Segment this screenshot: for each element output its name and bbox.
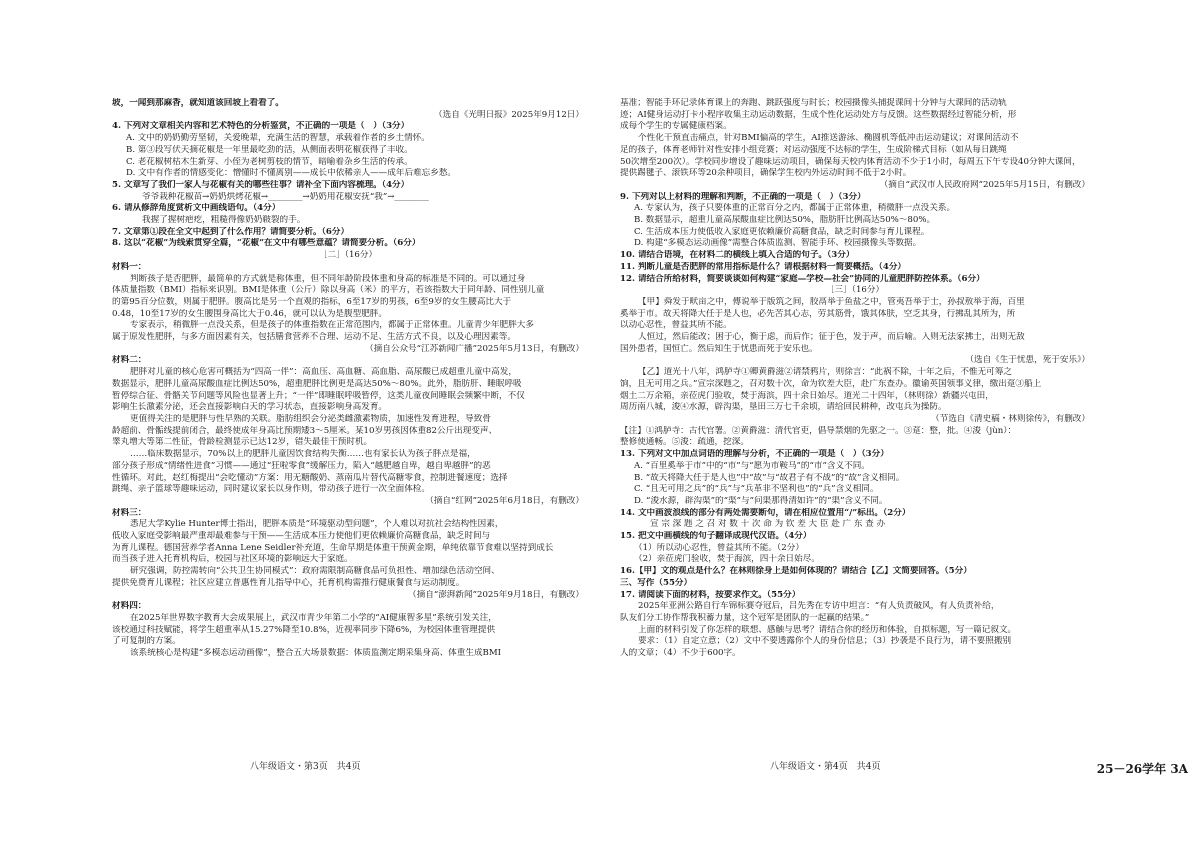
text-line: B. 数据显示，超重儿童高尿酸血症比例达50%，脂肪肝比例高达50%～80%。 xyxy=(634,215,936,226)
text-line: 材料四： xyxy=(112,601,147,612)
text-line: 材料三： xyxy=(112,507,147,518)
text-line: 11. 判断儿童是否肥胖的常用指标是什么？请根据材料一简要概括。（4分） xyxy=(620,261,907,272)
text-line: （节选自《清史稿・林则徐传》，有删改） xyxy=(931,413,1090,424)
text-line: 而当孩子进入托育机构后，校园与社区环境的影响远大于家庭。 xyxy=(112,554,353,565)
text-line: 6. 请从修辞角度赏析文中画线语句。（4分） xyxy=(112,203,281,214)
left-page-text xyxy=(112,98,584,660)
text-line: 更值得关注的是肥胖与性早熟的关联。脂肪组织会分泌类雌激素物质，加速性发育进程，导致骨 xyxy=(130,413,491,424)
text-line: 个性化干预直击痛点，针对BMI偏高的学生，AI推送游泳、椭圆机等低冲击运动建议；对课间活动不 xyxy=(638,133,1019,144)
right-page-footer: 八年级语文・第4页 共4页 xyxy=(770,762,881,772)
text-line: 12. 请结合所给材料，简要谈谈如何构建“家庭—学校—社会”协同的儿童肥胖防控体系。（6分） xyxy=(620,273,985,284)
text-line: 在2025年世界数字教育大会成果展上，武汉市青少年第二小学的“AI健康智多星”系统引发关注， xyxy=(130,612,497,623)
text-line: 肥胖对儿童的核心危害可概括为“四高一伴”：高血压、高血糖、高血脂、高尿酸已成超重儿童中高发， xyxy=(130,367,517,378)
text-line: 奚举于市。故天将降大任于是人也，必先苦其心志，劳其筋骨，饿其体肤，空乏其身，行拂乱其所为，所 xyxy=(620,308,1016,319)
text-line: 【注】①鸿胪寺：古代官署。②黄爵滋：清代官吏，倡导禁烟的先驱之一。③趸：整，批。④浚（jùn）： xyxy=(620,425,1017,436)
text-line: 龄超前、骨骺线提前闭合，最终使成年身高比预期矮3～5厘米。某10岁男孩因体重82公斤出现变声、 xyxy=(112,425,498,436)
text-line: ［三］（16分） xyxy=(825,285,885,296)
text-line: 队友们分工协作帮我积蓄力量，这个冠军是团队的一起赢的结果。” xyxy=(620,612,870,623)
text-line: A. 文中的奶奶勤劳坚韧，关爱晚辈，充满生活的智慧，承载着作者的乡土情怀。 xyxy=(126,133,430,144)
text-line: 三、写作（55分） xyxy=(620,577,693,588)
text-line: 宣 宗 深 韪 之 召 对 数 十 次 命 为 钦 差 大 臣 赴 广 东 查 办 xyxy=(650,519,886,530)
text-line: C. 老花椒树枯木生新芽、小侄为老树剪枝的情节，暗喻着杂乡生活的传承。 xyxy=(126,156,413,167)
text-line: 性循环。对此，赵红梅提出“会吃懂动”方案：用无糖酸奶、蒸南瓜片替代高糖零食，控制进餐速度；选择 xyxy=(112,472,508,483)
right-page xyxy=(600,0,1200,849)
text-line: （1）所以动心忍性，曾益其所不能。（2分） xyxy=(634,542,804,553)
text-line: 判断孩子是否肥胖，最简单的方式就是称体重，但不同年龄阶段体重和身高的标准是不同的。可以通过身 xyxy=(130,273,526,284)
text-line: 爷爷栽种花椒苗→奶奶烘烤花椒→________→奶奶用花椒安抚“我”→________ xyxy=(142,191,429,202)
text-line: 8. 这以“花椒”为线索贯穿全篇，“花椒”在文中有哪些意蕴？请简要分析。（6分） xyxy=(112,238,421,249)
text-line: 13. 下列对文中加点词语的理解与分析，不正确的一项是（ ）（3分） xyxy=(620,449,889,460)
text-line: 研究强调，防控需转向“公共卫生协同模式”：政府需限制高糖食品可负担性、增加绿色活动空间、 xyxy=(130,566,500,577)
text-line: （2）亲莅虎门验收，焚于海滨，四十余日始尽。 xyxy=(634,554,820,565)
text-line: 0.48，10至17岁的女生腰围身高比大于0.46，就可以认为是腹型肥胖。 xyxy=(112,308,387,319)
text-line: 国外患者，国恒亡。然后知生于忧患而死于安乐也。 xyxy=(620,343,818,354)
left-page-footer: 八年级语文・第3页 共4页 xyxy=(250,762,361,772)
text-line: （选自《光明日报》2025年9月12日） xyxy=(434,109,584,120)
text-line: 暂停综合征、骨骼关节问题等风险也显著上升；“一伴”即睡眠呼吸暂停，这类儿童夜间睡眠会频繁中断，不仅 xyxy=(112,390,525,401)
text-line: 的第95百分位数，则属于肥胖。腹高比是另一个直观的指标，6至17岁的男孩，6至9岁的女生腰高比大于 xyxy=(112,296,512,307)
text-line: （摘自公众号“江苏新闻广播”2025年5月13日，有删改） xyxy=(365,343,584,354)
text-line: 【甲】舜发于畎亩之中，傅说举于版筑之间，胶鬲举于鱼盐之中，管夷吾举于士，孙叔敖举于海，百里 xyxy=(638,296,1025,307)
text-line: 迹；AI健身运动打卡小程序收集主动运动数据，生成个性化运动处方与反馈。这些数据经过智能分析，形 xyxy=(620,109,1017,120)
text-line: 体质量指数（BMI）指标来识别。BMI是体重（公斤）除以身高（米）的平方，若该指数大于同年龄、同性别儿童 xyxy=(112,285,545,296)
text-line: 睾丸增大等第二性征，骨龄检测显示已达12岁，错失最佳干预时机。 xyxy=(112,437,373,448)
text-line: 低收入家庭受影响最严重却最难参与干预——生活成本压力使他们更依赖廉价高糖食品，缺乏时间与 xyxy=(112,531,491,542)
text-line: 基准；智能手环记录体育课上的奔跑、跳跃强度与时长；校园摄像头捕捉课间十分钟与大课间的活动轨 xyxy=(620,98,1007,108)
grade-term-tag: 25－26学年 3A xyxy=(1096,762,1188,776)
text-line: 人的文章；（4）不少于600字。 xyxy=(620,648,741,659)
text-line: 部分孩子形成“情绪性进食”习惯——通过“狂啦零食”缓解压力，陷入“越肥越自卑，越自卑越胖”的恶 xyxy=(112,460,491,471)
text-line: 【乙】道光十八年，鸿胪寺①卿黄爵滋②请禁鸦片，则徐言：“此祸不除，十年之后，不惟无可筹之 xyxy=(638,367,1012,378)
text-line: 材料二： xyxy=(112,355,147,366)
text-line: （摘自“武汉市人民政府网”2025年5月15日，有删改） xyxy=(879,179,1090,190)
text-line: 5. 文章写了我们一家人与花椒有关的哪些往事？请补全下面内容梳理。（4分） xyxy=(112,179,410,190)
text-line: 提供踢毽子、滚铁环等20余种项目，确保学生校内外运动时间不低于2小时。 xyxy=(620,168,912,179)
text-line: 提供免费育儿课程；社区应建立普惠性育儿指导中心，托育机构需推行健康餐食与运动制度。 xyxy=(112,577,465,588)
text-line: 7. 文章第①段在全文中起到了什么作用？请简要分析。（6分） xyxy=(112,226,350,237)
text-line: 数据显示，肥胖儿童高尿酸血症比例达50%，超重肥胖比例更是高达50%～80%。此外，脂肪肝、睡眠呼吸 xyxy=(112,378,522,389)
text-line: C. “且无可用之兵”的“兵”与“兵革非不坚利也”的“兵”含义相同。 xyxy=(634,484,879,495)
text-line: 周历南八城，浚④水源，辟沟渠，垦田三万七千余顷，请给回民耕种，改屯兵为操防。 xyxy=(620,402,947,413)
text-line: 2025年亚洲公路自行车锦标赛夺冠后，吕先秀在专访中坦言：“有人负责破风，有人负责补给， xyxy=(638,601,1000,612)
text-line: 14. 文中画波浪线的部分有两处需要断句，请在相应位置用“/”标出。（2分） xyxy=(620,507,911,518)
text-line: B. 第③段写伏天摘花椒是一年里最吃劲的活，从侧面表明花椒获得了丰收。 xyxy=(126,144,413,155)
text-line: 跳绳、亲子篮球等趣味运动，同时建议家长以身作则，带动孩子进行一次全面体检。 xyxy=(112,484,430,495)
text-line: 4. 下列对文章相关内容和艺术特色的分析鉴赏，不正确的一项是（ ）（3分） xyxy=(112,121,410,132)
text-line: 悉尼大学Kylie Hunter博士指出，肥胖本质是“环境驱动型问题”，个人难以对抗社会结构性因素， xyxy=(130,519,504,530)
text-line: B. “故天将降大任于是人也”中“故”与“故君子有不战”的“故”含义相同。 xyxy=(634,472,905,483)
text-line: 影响生长激素分泌，还会直接影响白天的学习状态，直接影响身高发育。 xyxy=(112,402,388,413)
text-line: 10. 请结合语境，在材料二的横线上填入合适的句子。（3分） xyxy=(620,250,855,261)
text-line: D. 构建“多模态运动画像”需整合体质监测、智能手环、校园摄像头等数据。 xyxy=(634,238,922,249)
text-line: A. “百里奚举于市”中的“市”与“愿为市鞍马”的“市”含义不同。 xyxy=(634,460,870,471)
text-line: （摘自“澎湃新闻”2025年9月18日，有删改） xyxy=(408,589,584,600)
text-line: D. 文中有作者的情感变化：憎懂时不懂离别——成长中依稀亲人——成年后难忘乡愁。 xyxy=(126,168,457,179)
text-line: 15. 把文中画横线的句子翻译成现代汉语。（4分） xyxy=(620,531,812,542)
text-line: 以动心忍性，曾益其所不能。 xyxy=(620,320,732,331)
text-line: 坡，一闻到那麻香，就知道该回坡上看看了。 xyxy=(112,98,284,108)
text-line: D. “浚水源，辟沟渠”的“渠”与“问渠那得清如许”的“渠”含义不同。 xyxy=(634,495,888,506)
text-line: 为育儿课程。德国营养学者Anna Lene Seidler补充道，生命早期是体重干预黄金期，单纯依靠节食难以坚持到成长 xyxy=(112,542,554,553)
text-line: C. 生活成本压力使低收入家庭更依赖廉价高糖食品，缺乏时间参与育儿课程。 xyxy=(634,226,930,237)
text-line: 该校通过科技赋能，将学生超重率从15.27%降至10.8%，近视率同步下降6%，为校园体重管理提供 xyxy=(112,624,496,635)
text-line: 我握了握树疤疙，粗糙得像奶奶皲裂的手。 xyxy=(142,215,306,226)
text-line: 饷，且无可用之兵。”宣宗深韪之，召对数十次，命为钦差大臣，赴广东查办。徽谕英国领事义律，缴出趸③船上 xyxy=(620,378,1042,389)
text-line: 成每个学生的专属健康档案。 xyxy=(620,121,732,132)
text-line: 50次增至200次）。学校同步增设了趣味运动项目，确保每天校内体育活动不少于1小时，每周五下午专设40分钟大课间， xyxy=(620,156,1081,167)
right-page-text xyxy=(620,98,1090,660)
text-line: 材料一： xyxy=(112,261,147,272)
text-line: （摘自“红网”2025年6月18日，有删改） xyxy=(425,495,584,506)
text-line: ［二］（16分） xyxy=(318,250,378,261)
text-line: 专家表示，稍微胖一点没关系，但是孩子的体重指数在正常范围内，都属于正常体重。儿童青少年肥胖大多 xyxy=(130,320,534,331)
text-line: 了可复制的方案。 xyxy=(112,636,181,647)
text-line: 整修使通畅。⑤浚：疏通，挖深。 xyxy=(620,437,749,448)
text-line: 17. 请阅读下面的材料，按要求作文。（55分） xyxy=(620,589,801,600)
text-line: 烟土二万余箱，亲莅虎门验收，焚于海滨，四十余日始尽。道光二十四年，（林则徐）新疆兴屯田， xyxy=(620,390,994,401)
text-line: A. 专家认为，孩子只要体重的正常百分之内，都属于正常体重，稍微胖一点没关系。 xyxy=(634,203,956,214)
text-line: 16.【甲】文的观点是什么？在林则徐身上是如何体现的？请结合【乙】文简要回答。（5分） xyxy=(620,566,972,577)
text-line: 上面的材料引发了你怎样的联想、感触与思考？请结合你的经历和体验，自拟标题，写一篇记叙文。 xyxy=(638,624,1017,635)
text-line: （选自《生于忧患，死于安乐》） xyxy=(965,355,1090,366)
text-line: 要求：（1）自定立意；（2）文中不要透露你个人的身份信息；（3）抄袭是不良行为，请不要照搬别 xyxy=(638,636,1012,647)
text-line: 足的孩子，体育老师针对性安排小组竞赛；对运动强度不达标的学生，生成阶梯式目标（如从每日跳绳 xyxy=(620,144,1007,155)
text-line: 人恒过，然后能改；困于心，衡于虑，而后作；征于色，发于声，而后喻。入则无法家拂士，出则无敌 xyxy=(638,332,1025,343)
text-line: 9. 下列对以上材料的理解和判断，不正确的一项是（ ）（3分） xyxy=(620,191,866,202)
text-line: 该系统核心是构建“多模态运动画像”，整合五大场景数据：体质监测定期采集身高、体重生成BMI xyxy=(130,648,502,659)
text-line: ……临床数据显示，70%以上的肥胖儿童因饮食结构失衡……也有家长认为孩子胖点是福， xyxy=(130,449,476,460)
text-line: 属于原发性肥胖，与多方面因素有关，包括膳食营养不合理、运动不足、生活方式不良，以及心理因素等。 xyxy=(112,332,516,343)
